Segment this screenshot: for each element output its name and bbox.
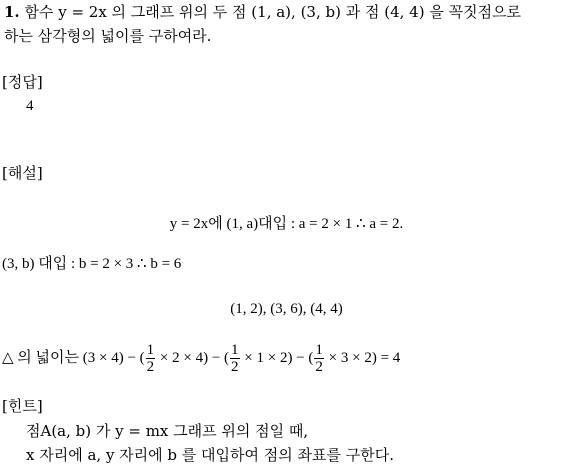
fraction-2-numerator: 1 — [231, 342, 239, 359]
area-prefix: △ 의 넓이는 (3 × 4) − ( — [2, 350, 145, 366]
problem-text-line-1: 함수 y = 2x 의 그래프 위의 두 점 (1, a), (3, b) 과 점 (4, 4) 을 꼭짓점으로 — [24, 3, 522, 21]
fraction-1-numerator: 1 — [146, 342, 155, 359]
solution-line-2: (3, b) 대입 : b = 2 × 3 ∴ b = 6 — [2, 256, 182, 272]
answer-heading: [정답] — [2, 73, 43, 91]
fraction-2-denominator: 2 — [231, 359, 239, 376]
hint-line-2: x 자리에 a, y 자리에 b 를 대입하여 점의 좌표를 구한다. — [26, 446, 395, 464]
answer-value: 4 — [26, 98, 34, 114]
fraction-1 — [146, 342, 156, 375]
fraction-3-numerator: 1 — [315, 342, 323, 359]
solution-line-1: y = 2x에 (1, a)대입 : a = 2 × 1 ∴ a = 2. — [169, 216, 404, 232]
solution-heading: [해설] — [2, 164, 43, 182]
solution-line-3: (1, 2), (3, 6), (4, 4) — [230, 301, 343, 317]
problem-text-line-2: 하는 삼각형의 넓이를 구하여라. — [4, 27, 212, 45]
fraction-3 — [314, 342, 324, 375]
hint-heading: [힌트] — [2, 397, 43, 415]
area-middle-1: × 2 × 4) − ( — [156, 350, 230, 366]
area-middle-2: × 1 × 2) − ( — [240, 350, 314, 366]
hint-line-1: 점A(a, b) 가 y = mx 그래프 위의 점일 때, — [26, 422, 309, 440]
solution-area-equation — [2, 340, 400, 376]
area-suffix: × 3 × 2) = 4 — [324, 350, 401, 366]
fraction-1-denominator: 2 — [146, 359, 155, 376]
fraction-2 — [230, 342, 240, 375]
fraction-3-denominator: 2 — [315, 359, 323, 376]
problem-line-1 — [4, 2, 521, 22]
problem-number: 1. — [4, 3, 20, 21]
